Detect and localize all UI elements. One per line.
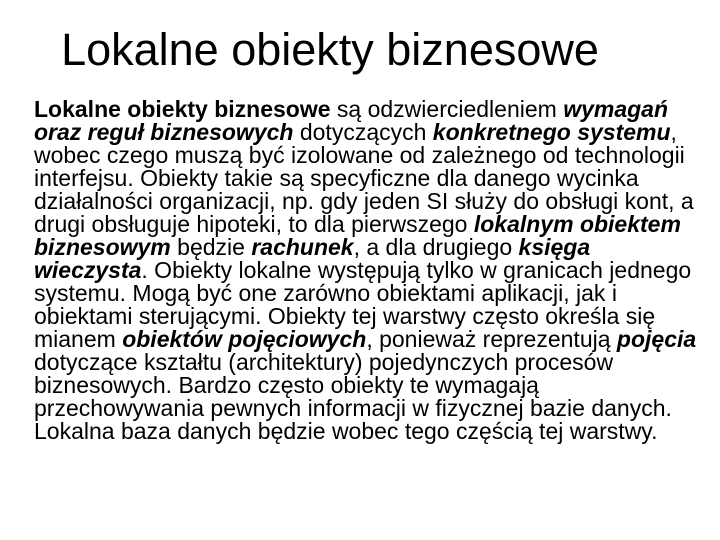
text-segment: . Obiekty lokalne występują tylko w granicach jednego systemu. Mogą być one zarówno obiektami aplikacji, jak i obiektami sterującymi. Obiekty tej warstwy często określa się mianem [34, 257, 692, 352]
text-segment: lokalnym obiektem biznesowym [34, 211, 681, 260]
text-segment: pojęcia [616, 326, 697, 352]
text-segment: , wobec czego muszą być izolowane od zależnego od technologii interfejsu. Obiekty takie są specyficzne dla danego wycinka działalności organizacji, np. gdy jeden SI służy do obsługi kont, a drugi obsługuje hipoteki, to dla pierwszego [34, 119, 694, 237]
text-segment: , ponieważ reprezentują [366, 326, 617, 352]
text-segment: dotyczące kształtu (architektury) pojedynczych procesów biznesowych. Bardzo często obiekty te wymagają przechowywania pewnych informacji w fizycznej bazie danych. Lokalna baza danych będzie wobec tego częścią tej warstwy. [34, 349, 672, 444]
text-segment: konkretnego systemu [432, 119, 671, 145]
text-segment: dotyczących [293, 119, 433, 145]
text-segment: rachunek [251, 234, 354, 260]
text-segment: wymagań oraz reguł biznesowych [34, 96, 669, 145]
text-segment: księga wieczysta [34, 234, 591, 283]
text-segment: są odzwierciedleniem [330, 96, 564, 122]
text-segment: , a dla drugiego [353, 234, 519, 260]
text-segment: Lokalne obiekty biznesowe [34, 96, 331, 122]
text-segment: obiektów pojęciowych [122, 326, 367, 352]
slide-title: Lokalne obiekty biznesowe [61, 24, 599, 75]
text-segment: będzie [170, 234, 252, 260]
body-text [34, 98, 710, 443]
